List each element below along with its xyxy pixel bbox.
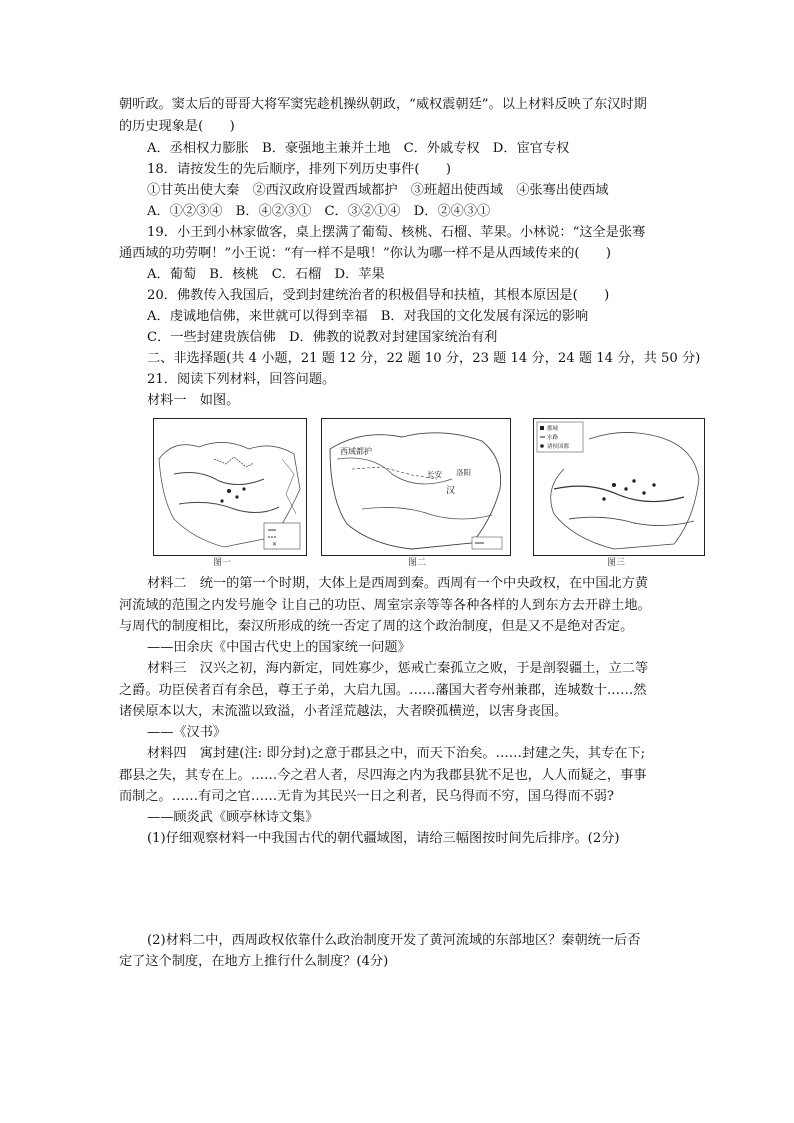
text-line: 之爵。功臣侯者百有余邑，尊王子弟，大启九国。……藩国大者夸州兼郡，连城数十……然	[119, 683, 647, 698]
q17-options: A．丞相权力膨胀 B．豪强地主兼并土地 C．外戚专权 D．宦官专权	[147, 141, 570, 156]
q19-stem: 19．小王到小林家做客，桌上摆满了葡萄、核桃、石榴、苹果。小林说：“这全是张骞	[147, 225, 646, 240]
map-3-legend-label: 都城	[547, 426, 559, 432]
text-line: 朝听政。窦太后的哥哥大将军窦宪趁机操纵朝政，“威权震朝廷”。以上材料反映了东汉时期	[119, 97, 647, 112]
material-4: 材料四 寓封建(注: 即分封)之意于郡县之中，而天下治矣。……封建之失，其专在下;	[147, 746, 646, 761]
material-2: 材料二 统一的第一个时期，大体上是西周到秦。西周有一个中央政权，在中国北方黄	[147, 576, 649, 591]
text-line: 定了这个制度，在地方上推行什么制度？(4分)	[119, 954, 389, 969]
citation: ——顾炎武《顾亭林诗文集》	[147, 810, 319, 825]
q18-stem: 18．请按发生的先后顺序，排列下列历史事件( )	[147, 162, 452, 177]
material-3: 材料三 汉兴之初，海内新定，同姓寡少，惩戒亡秦孤立之败，于是剖裂疆土，立二等	[147, 661, 649, 676]
text-line: 河流域的范围之内发号施令 让自己的功臣、周室宗亲等等各种各样的人到东方去开辟土地。	[119, 598, 651, 613]
q21-stem: 21．阅读下列材料，回答问题。	[147, 372, 336, 387]
text-line: 通西域的功劳啊！”小王说：“有一样不是哦！”你认为哪一样不是从西域传来的( )	[119, 246, 612, 261]
q21-part-1: (1)仔细观察材料一中我国古代的朝代疆域图，请给三幅图按时间先后排序。(2分)	[147, 831, 620, 846]
q18-events: ①甘英出使大秦 ②西汉政府设置西域都护 ③班超出使西域 ④张骞出使西域	[147, 183, 609, 198]
text-line: 诸侯原本以大，末流滥以致溢，小者淫荒越法，大者睽孤横逆，以害身丧国。	[119, 704, 568, 719]
map-2-label: 西域都护	[340, 447, 372, 456]
map-figures	[153, 418, 705, 554]
map-figure-3	[533, 418, 705, 556]
map-2-label: 汉	[446, 486, 456, 496]
map-2-graphic	[322, 419, 510, 555]
map-3-legend-label: 诸侯国都	[547, 444, 570, 450]
q18-options: A．①②③④ B．④②③① C．③②①④ D．②④③①	[147, 204, 491, 219]
map-caption: 图一	[213, 558, 232, 568]
map-3-graphic	[534, 419, 704, 555]
text-line: 与周代的制度相比，秦汉所形成的统一否定了周的这个政治制度，但是又不是绝对否定。	[119, 619, 634, 634]
text-line: 的历史现象是( )	[119, 119, 235, 134]
text-line: 郡县之失，其专在上。……今之君人者，尽四海之内为我郡县犹不足也，人人而疑之，事事	[119, 768, 647, 783]
q20-options-ab: A．虔诚地信佛，来世就可以得到幸福 B．对我国的文化发展有深远的影响	[147, 309, 589, 324]
map-figure-1	[153, 418, 307, 556]
q20-options-cd: C．一些封建贵族信佛 D．佛教的说教对封建国家统治有利	[147, 330, 498, 345]
q20-stem: 20．佛教传入我国后，受到封建统治者的积极倡导和扶植，其根本原因是( )	[147, 288, 610, 303]
section-heading: 二、非选择题(共 4 小题，21 题 12 分，22 题 10 分，23 题 14 分，24 题 14 分，共 50 分)	[147, 351, 701, 366]
map-caption: 图二	[408, 558, 427, 568]
map-2-label: 长安	[427, 470, 442, 479]
text-line: 而制之。……有司之官……无肯为其民兴一日之利者，民乌得而不穷，国乌得而不弱?	[119, 789, 615, 804]
map-figure-2	[321, 418, 511, 556]
svg-text:✕: ✕	[272, 541, 278, 548]
map-1-graphic	[154, 419, 306, 555]
map-2-label: 洛阳	[456, 468, 471, 477]
citation: ——《汉书》	[147, 725, 227, 740]
material-1-label: 材料一 如图。	[147, 393, 240, 408]
q19-options: A．葡萄 B．核桃 C．石榴 D．苹果	[147, 267, 385, 282]
citation: ——田余庆《中国古代史上的国家统一问题》	[147, 640, 411, 655]
map-caption: 图三	[607, 558, 626, 568]
map-3-legend-label: 水路	[547, 435, 559, 441]
q21-part-2: (2)材料二中，西周政权依靠什么政治制度开发了黄河流域的东部地区？秦朝统一后否	[147, 933, 641, 948]
